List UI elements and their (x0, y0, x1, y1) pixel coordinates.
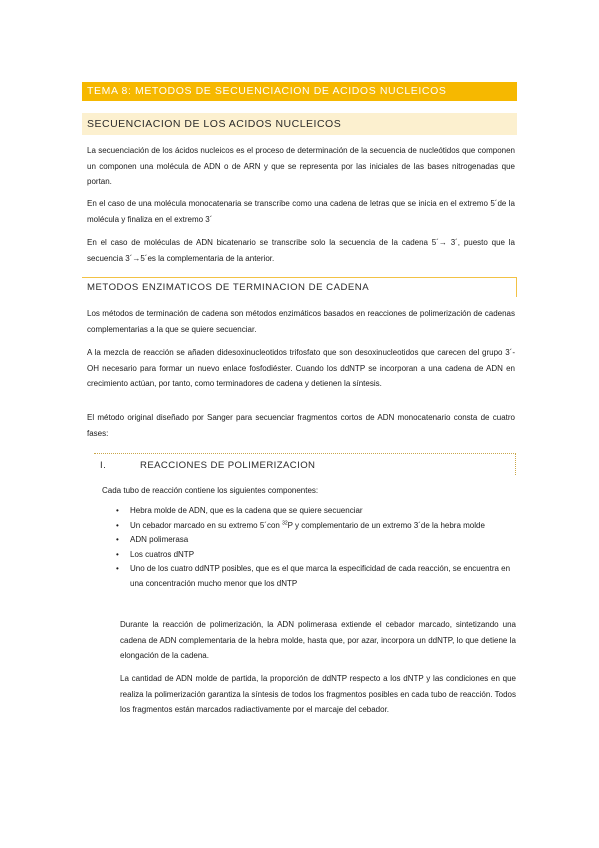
list-item: • Los cuatros dNTP (112, 548, 517, 563)
paragraph-enzymatic-methods: Los métodos de terminación de cadena son métodos enzimáticos basados en reacciones de polimerización de cadenas complementarias a la que se quiere secuenciar. (87, 309, 515, 334)
chapter-title: TEMA 8: METODOS DE SECUENCIACION DE ACIDOS NUCLEICOS (82, 82, 517, 101)
list-item: • Hebra molde de ADN, que es la cadena que se quiere secuenciar (112, 504, 517, 519)
isotope-superscript: 32 (282, 519, 288, 526)
bullet-icon: • (116, 520, 119, 530)
list-item: • Uno de los cuatro ddNTP posibles, que es el que marca la especificidad de cada reacción, se encuentra en una concentración mucho menor que los dNTP (116, 564, 511, 588)
bullet-icon: • (116, 549, 119, 559)
components-list (112, 504, 517, 591)
section-heading-sequencing: SECUENCIACION DE LOS ACIDOS NUCLEICOS (82, 113, 517, 135)
paragraph-sanger: El método original diseñado por Sanger para secuenciar fragmentos cortos de ADN monocatenario consta de cuatro fases: (87, 413, 515, 438)
list-item: • ADN polimerasa (112, 533, 517, 548)
list-item: • Un cebador marcado en su extremo 5´con $^{32}$P y complementario de un extremo 3´de la hebra molde (112, 519, 517, 534)
paragraph-definition: La secuenciación de los ácidos nucleicos es el proceso de determinación de la secuencia de nucleótidos que componen un componen una molécula de ADN o de ARN y que se representa por las iniciales de las bases nitrogenadas que portan. (87, 146, 515, 186)
subsection-title: REACCIONES DE POLIMERIZACION (140, 460, 316, 471)
paragraph-fragments: La cantidad de ADN molde de partida, la proporción de ddNTP respecto a los dNTP y las condiciones en que realiza la polimerización garantiza la síntesis de todos los fragmentos posibles en cada tubo de reacción. Todos los fragmentos están marcados radiactivamente por el marcaje del cebador. (120, 674, 516, 714)
subsection-number: I. (100, 460, 107, 471)
subsection-heading-polymerization (94, 453, 516, 475)
bullet-icon: • (116, 564, 119, 573)
bullet-icon: • (116, 506, 119, 515)
section-heading-enzymatic-methods: METODOS ENZIMATICOS DE TERMINACION DE CADENA (82, 277, 517, 297)
paragraph-monocatenaria: En el caso de una molécula monocatenaria se transcribe como una cadena de letras que se inicia en el extremo 5´de la molécula y finaliza en el extremo 3´ (87, 199, 515, 224)
paragraph-bicatenario: En el caso de moléculas de ADN bicatenario se transcribe solo la secuencia de la cadena 5´→ 3´, puesto que la secuencia 3´→5´es la complementaria de la anterior. (87, 238, 515, 263)
paragraph-components-intro: Cada tubo de reacción contiene los siguientes componentes: (102, 486, 319, 495)
paragraph-reaction-mix: A la mezcla de reacción se añaden didesoxinucleotidos trifosfato que son desoxinucleotidos que carecen del grupo 3´-OH necesario para formar un nuevo enlace fosfodiéster. Cuando los ddNTP se incorporan a una cadena de ADN en crecimiento actúan, por tanto, como terminadores de cadena y detienen la síntesis. (87, 348, 515, 388)
paragraph-polymerization: Durante la reacción de polimerización, la ADN polimerasa extiende el cebador marcado, sintetizando una cadena de ADN complementaria de la hebra molde, hasta que, por azar, incorpora un ddNTP, lo que detiene la elongación de la cadena. (120, 620, 516, 660)
bullet-icon: • (116, 535, 119, 544)
